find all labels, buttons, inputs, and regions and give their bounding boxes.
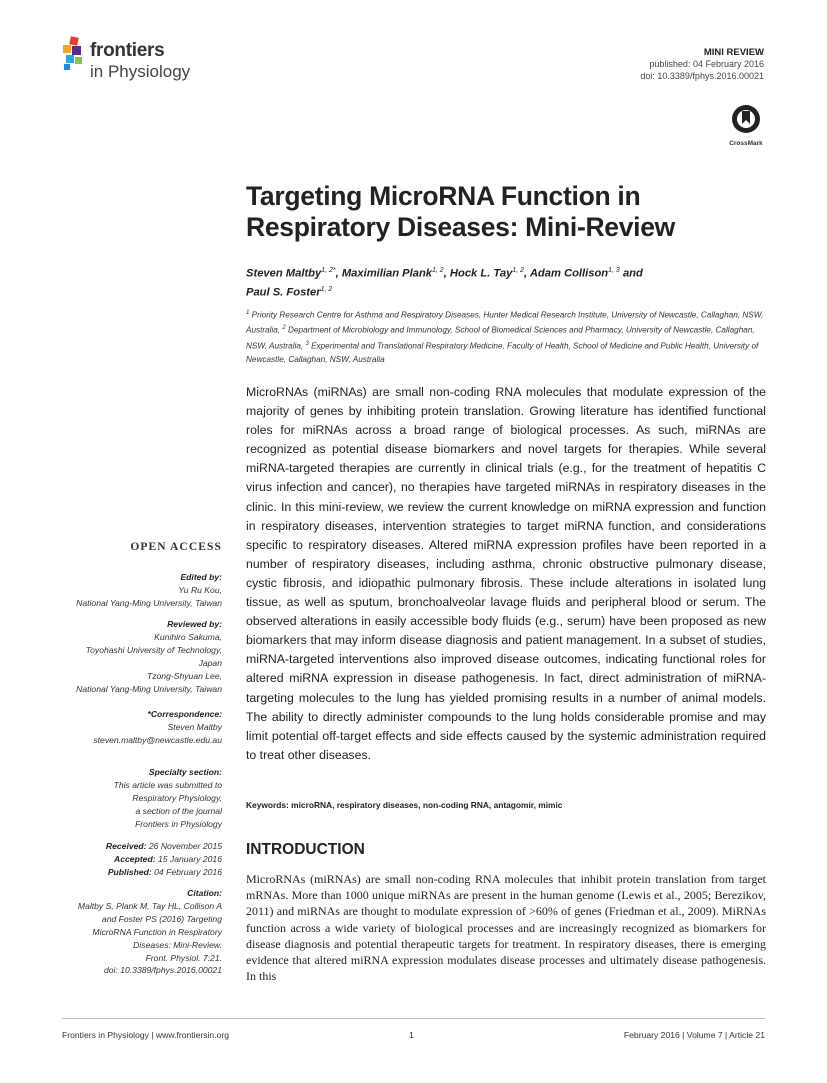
reviewed-by-label: Reviewed by:	[167, 619, 222, 629]
citation-label: Citation:	[187, 888, 222, 898]
specialty-line: This article was submitted to	[113, 779, 222, 790]
footer-journal: Frontiers in Physiology | www.frontiersin.org	[62, 1030, 230, 1040]
page-number: 1	[409, 1030, 414, 1040]
open-access-label: OPEN ACCESS	[130, 541, 222, 553]
reviewer-line: Kunihiro Sakuma,	[154, 631, 222, 642]
crossmark-label: CrossMark	[729, 140, 763, 147]
reviewer-line: National Yang-Ming University, Taiwan	[76, 683, 222, 694]
citation-line: Front. Physiol. 7:21.	[145, 952, 222, 963]
frontiers-logo-icon	[62, 36, 88, 72]
affiliation-text: Experimental and Translational Respiratory Medicine, Faculty of Health, School of Medicine and Public Health, University of Newcastle, Callaghan, NSW, Australia	[246, 341, 759, 364]
citation-line: MicroRNA Function in Respiratory	[92, 926, 222, 937]
author-affil-ref: 1, 2	[432, 267, 444, 274]
received-label: Received:	[105, 841, 147, 851]
author-name[interactable]: Maximilian Plank	[341, 267, 433, 280]
specialty-line: Respiratory Physiology,	[132, 792, 222, 803]
affil-marker: 3	[305, 340, 309, 347]
affiliation-text: Department of Microbiology and Immunology, School of Biomedical Sciences and Pharmacy, University of Newcastle, Callaghan, NSW, Australia,	[246, 326, 755, 351]
correspondence-block	[40, 708, 222, 747]
author-affil-ref: 1, 2*	[321, 267, 336, 274]
citation-line: Diseases: Mini-Review.	[133, 939, 222, 950]
author-affil-ref: 1, 3	[608, 267, 620, 274]
author-name[interactable]: Steven Maltby	[246, 267, 322, 280]
affiliations	[246, 307, 766, 367]
reviewer-line: Tzong-Shyuan Lee,	[146, 670, 222, 681]
correspondent-name: Steven Maltby	[167, 721, 222, 732]
edited-by-block	[40, 571, 222, 610]
title-line-2: Respiratory Diseases: Mini-Review	[246, 212, 675, 242]
accepted-date: 15 January 2016	[157, 853, 222, 864]
crossmark-badge[interactable]	[726, 104, 766, 148]
citation-block	[40, 887, 222, 977]
affiliation-text: Priority Research Centre for Asthma and Respiratory Diseases, Hunter Medical Research Institute, University of Newcastle, Callaghan, NSW, Australia,	[246, 310, 764, 336]
correspondence-label: *Correspondence:	[147, 709, 222, 719]
logo-journal-name: in Physiology	[90, 62, 191, 81]
affil-marker: 2	[282, 325, 286, 332]
reviewed-by-block	[40, 618, 222, 695]
article-title	[246, 181, 766, 243]
crossmark-icon	[731, 104, 761, 134]
article-doi[interactable]: doi: 10.3389/fphys.2016.00021	[640, 71, 764, 81]
author-list: Steven Maltby$^{1, 2*}$, Maximilian Plank$^{1, 2}$, Hock L. Tay$^{1, 2}$, Adam Collison$^{1, 3}$ and Paul S. Foster$^{1, 2}$	[246, 267, 643, 299]
specialty-line: Frontiers in Physiology	[135, 818, 222, 829]
published-date-side: 04 February 2016	[154, 866, 222, 877]
introduction-paragraph: MicroRNAs (miRNAs) are small non-coding RNA molecules that inhibit protein translation from target mRNAs. More than 1000 unique miRNAs are present in the human genome (Lewis et al., 2005; Berezikov, 2011) and miRNAs are thought to modulate expression of >60% of genes (Friedman et al., 2009). MiRNAs function across a wide variety of biological processes and are increasingly recognized as biomarkers for disease diagnosis and potential therapeutic targets for treatment. In respiratory diseases, there is emerging evidence that altered miRNA expression modulates disease processes and ultimately disease pathogenesis. In this	[246, 872, 766, 984]
citation-line: and Foster PS (2016) Targeting	[101, 913, 222, 924]
edited-by-label: Edited by:	[180, 572, 222, 582]
journal-logo	[62, 36, 212, 86]
author-name[interactable]: Paul S. Foster	[246, 286, 321, 299]
author-affil-ref: 1, 2	[512, 267, 524, 274]
specialty-label: Specialty section:	[148, 767, 222, 777]
author-name[interactable]: Hock L. Tay	[449, 267, 513, 280]
received-date: 26 November 2015	[148, 841, 222, 851]
accepted-label: Accepted:	[114, 853, 156, 864]
specialty-line: a section of the journal	[135, 805, 222, 816]
citation-line: doi: 10.3389/fphys.2016.00021	[103, 965, 222, 976]
published-label: Published:	[107, 866, 152, 877]
abstract: MicroRNAs (miRNAs) are small non-coding RNA molecules that modulate expression of the majority of genes by inhibiting protein translation. Growing literature has identified functional roles for miRNAs across a broad range of biological processes. As such, miRNAs are recognized as potential disease biomarkers and novel targets for therapies. While several miRNA-targeted therapies are currently in clinical trials (e.g., for the treatment of hepatitis C virus infection and cancer), no therapies have targeted miRNAs in respiratory diseases in the clinic. In this mini-review, we review the current knowledge on miRNA expression and function in respiratory diseases, intervention strategies to target miRNA function, and considerations specific to respiratory diseases. Altered miRNA expression profiles have been reported in a number of respiratory diseases, including asthma, chronic obstructive pulmonary disease, cystic fibrosis, and idiopathic pulmonary fibrosis. These include alterations in isolated lung tissue, as well as sputum, bronchoalveolar lavage fluids and peripheral blood or serum. The observed alterations in easily accessible body fluids (e.g., serum) have been proposed as new biomarkers that may inform disease diagnosis and patient management. In a subset of studies, miRNA-targeted interventions also improved disease outcomes, indicating functional roles for altered miRNA expression in disease pathogenesis. In fact, direct administration of miRNA-targeting molecules to the lung has yielded promising results in a number of animal models. The ability to directly administer compounds to the lung holds considerable promise and may limit potential off-target effects and side effects caused by the systemic administration required to treat other diseases.	[246, 385, 766, 762]
specialty-block	[40, 766, 222, 831]
author-name[interactable]: Adam Collison	[529, 267, 609, 280]
author-conjunction: and	[622, 267, 643, 280]
affil-marker: 1	[246, 310, 250, 316]
citation-line: Maltby S, Plank M, Tay HL, Collison A	[77, 900, 222, 911]
section-heading-introduction: INTRODUCTION	[246, 841, 365, 858]
editor-affiliation: National Yang-Ming University, Taiwan	[76, 597, 222, 608]
published-date: published: 04 February 2016	[649, 59, 764, 69]
reviewer-line: Toyohashi University of Technology,	[85, 644, 222, 655]
article-meta	[640, 47, 764, 82]
dates-block	[40, 840, 222, 879]
reviewer-line: Japan	[198, 657, 222, 668]
footer-divider	[62, 1018, 765, 1019]
correspondent-email[interactable]: steven.maltby@newcastle.edu.au	[93, 734, 222, 745]
editor-name: Yu Ru Kou,	[178, 584, 222, 595]
footer-issue: February 2016 | Volume 7 | Article 21	[623, 1030, 765, 1040]
author-affil-ref: 1, 2	[320, 285, 333, 293]
keywords: Keywords: microRNA, respiratory diseases, non-coding RNA, antagomir, mimic	[246, 800, 563, 810]
logo-frontiers: frontiers	[90, 40, 165, 61]
article-type: MINI REVIEW	[703, 47, 764, 58]
title-line-1: Targeting MicroRNA Function in	[246, 181, 641, 211]
